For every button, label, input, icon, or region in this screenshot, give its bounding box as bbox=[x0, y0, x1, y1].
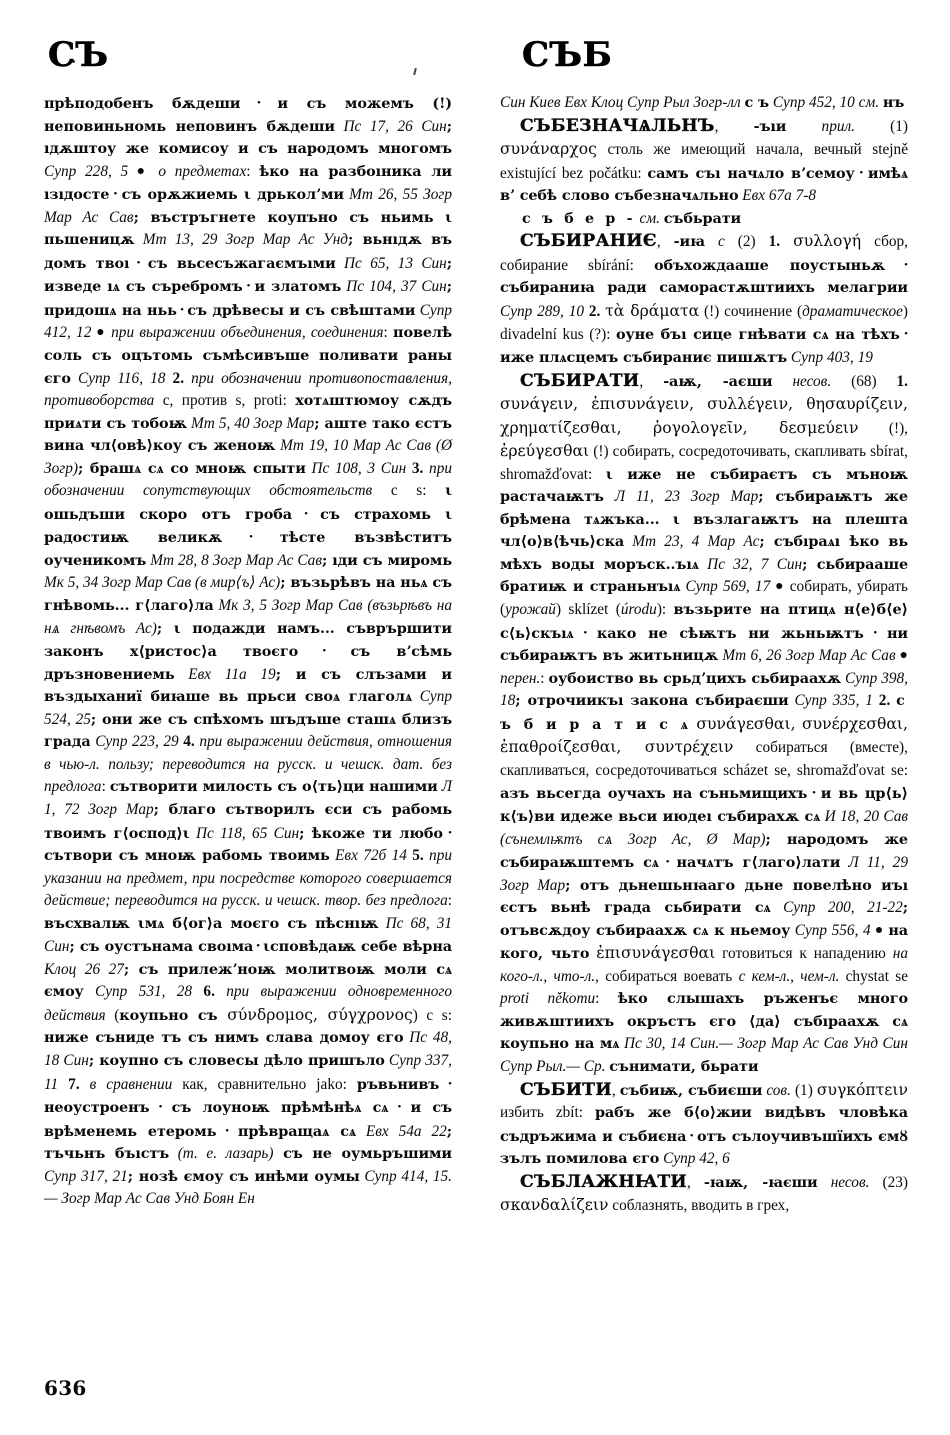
text-run-src: Супр 223, 29 bbox=[90, 733, 184, 751]
text-run-sense: с кем-л., чем-л. bbox=[738, 967, 840, 985]
text-run-src: Супр 335, 1 bbox=[788, 692, 879, 710]
text-run-ocs: ιсповѣдаѭ себе вѣрна bbox=[263, 938, 452, 956]
text-run-ocs: съ страхомь ι радостиѭ великѫ bbox=[44, 505, 453, 547]
text-run-gloss: , bbox=[714, 117, 754, 135]
text-run-ocs: како не сѣѭтъ ни жьньѭтъ bbox=[596, 624, 864, 642]
text-run-sep: • bbox=[240, 97, 278, 109]
entry-continuation bbox=[500, 92, 908, 115]
text-run-ocs: самъ съı начѧло вʼсемоу bbox=[647, 164, 855, 182]
text-run-num: 4. bbox=[183, 733, 200, 751]
text-run-sep: • bbox=[854, 166, 868, 179]
text-run-ocs: повелѣ соль съ оцътомь съмѣсивъше поливати раны єго bbox=[44, 324, 452, 387]
text-run-num: 5. bbox=[412, 847, 430, 865]
text-run-gram: см. bbox=[635, 209, 664, 227]
text-run-src: Супр 398, 18 bbox=[500, 669, 909, 710]
text-run-grk: ἐρεύγεσθαι bbox=[500, 442, 590, 461]
text-run-gloss: chystat se bbox=[839, 967, 908, 985]
text-run-ocs: ; събираѭтъ же брѣмена тѧжъка... ι възлагаѭтъ на плешта чл⟨о⟩в⟨ѣчь⟩ска bbox=[500, 488, 908, 551]
text-run-src: Супр 42, 6 bbox=[659, 1150, 730, 1168]
text-run-src: Мт 19, 10 Мар Ас Сав (Ø Зогр) bbox=[44, 437, 452, 477]
text-run-num: 7. bbox=[68, 1075, 90, 1093]
text-run-ocs: рабъ же б⟨о⟩жии видѣвъ чловѣка съдръжима и събиєна bbox=[500, 1104, 909, 1145]
text-run-ocs: ѣко слышахъ ръженъє много живѫштиихъ окръстъ єго ⟨да⟩ събıраахѫ сѧ коупьно на мѧ bbox=[500, 990, 909, 1053]
text-run-gloss: ): bbox=[656, 601, 674, 619]
text-run-src: Пс 48, 18 Син bbox=[44, 1029, 452, 1069]
text-run-src: Л 11, 23 Зогр Мар bbox=[603, 488, 759, 506]
text-run-gram: с bbox=[704, 233, 725, 251]
text-run-ocs: с ъ bbox=[744, 94, 769, 111]
column-right bbox=[500, 92, 908, 1218]
text-run-ocs: сътворити милость съ о⟨ть⟩ци нашими bbox=[109, 778, 438, 796]
text-run-ocs: ни събираѭтъ въ житьницѫ bbox=[500, 624, 908, 665]
text-run-ocs: ; събıраѧı ѣко вь мѣхъ воды моръск..ъıѧ bbox=[500, 533, 909, 573]
text-run-ocs: неоустроенъ bbox=[44, 1099, 150, 1117]
text-run-ocs: -ъıи bbox=[753, 117, 787, 135]
text-run-src: Клоц 26 27 bbox=[44, 960, 124, 978]
text-run-src: Супр 289, 10 bbox=[500, 302, 589, 320]
text-run-ocs: прѣподобенъ бѫдеши bbox=[44, 95, 241, 112]
text-run-sense: при обозначении сопутствующих обстоятельств bbox=[44, 459, 452, 500]
text-run-num: 2. bbox=[588, 302, 606, 320]
text-run-src: Л 1, 72 Зогр Мар bbox=[44, 778, 453, 818]
text-run-ocs: ; съ прилежʼноѭ молитвоѭ моли сѧ ємоу bbox=[44, 960, 453, 1001]
text-run-sep: • bbox=[109, 188, 122, 201]
entry-headword: СЪБЛАЖНꙖТИ bbox=[520, 1171, 687, 1192]
text-run-ocs: ; и съ слъзами и въздыханиї биꙗше вь прьси своѧ глаголѧ bbox=[44, 665, 452, 706]
text-run-ocs: събьрати bbox=[663, 209, 742, 227]
text-run-src: Пс 118, 65 Син bbox=[189, 824, 300, 842]
text-run-ocs: и вь цр⟨ь⟩к⟨ъ⟩ви идеже вьси июдеı събирахѫ сѧ bbox=[500, 785, 908, 825]
text-run-ocs: коупьно съ bbox=[119, 1006, 218, 1024]
text-run-num: 1. bbox=[768, 233, 794, 251]
text-run-src: Мт 26, 55 Зогр Мар Ас Сав bbox=[44, 186, 452, 226]
text-run-hwsp2: с ъ б и р а т и с ѧ bbox=[500, 693, 908, 733]
text-run-ocs: ѣко на разбоıника ли ıзıдосте bbox=[44, 162, 452, 204]
text-run-grk: ἐπισυνάγεσθαι bbox=[596, 944, 716, 963]
text-run-src: Супр 228, 5 bbox=[44, 162, 129, 180]
text-run-ocs: оуне бъı сице гнѣвати сѧ на тѣхъ bbox=[615, 326, 900, 344]
text-run-ocs: и съ врѣменемь етеромь bbox=[44, 1099, 452, 1140]
text-run-ocs: оубоиство вь срьдʼцихъ сьбираахѫ bbox=[548, 669, 842, 687]
entry-headword: СЪБЕЗНАЧѦЛЬНЪ bbox=[520, 115, 715, 136]
text-run-ocs: съ орѫжиемь ι дрьколʼми bbox=[121, 186, 344, 204]
text-run-gram: несов. bbox=[817, 1173, 870, 1191]
text-run-ocs: ; придошѧ на ньь bbox=[44, 278, 452, 319]
text-run-sense: при обозначении противопоставления, противоборства bbox=[44, 369, 452, 410]
text-run-gloss: соблазнять, вводить в грех, bbox=[608, 1197, 790, 1215]
text-run-sense: (т. е. лазарь) bbox=[177, 1145, 274, 1163]
text-run-sep: • bbox=[149, 1101, 172, 1114]
text-run-gloss: сбор, собирание sbírání: bbox=[500, 233, 908, 274]
text-run-ocs: имѣѧ вʼ себѣ слово събезначѧльно bbox=[500, 164, 908, 205]
text-run-gloss: ) с s: bbox=[412, 1006, 452, 1024]
text-run-ocs: -иꙗ bbox=[673, 233, 705, 251]
text-run-ocs: сътвори съ мноѭ рабомь твоимь bbox=[44, 847, 330, 865]
text-run-gloss: (!) сочинение ( bbox=[699, 302, 803, 320]
text-run-ocs: иже плѧсцемъ събираниє пишѫтъ bbox=[500, 349, 788, 367]
text-run-sep: • bbox=[388, 1101, 411, 1114]
text-run-grk: συνάναρχος bbox=[500, 140, 597, 159]
text-run-src: И 18, 20 Сав (сънемлѭтъ сѧ Зогр Ас, Ø Мар) bbox=[500, 807, 908, 848]
text-run-grk: συγκόπτειν bbox=[816, 1080, 908, 1099]
text-run-gloss: ( bbox=[114, 1006, 120, 1024]
text-run-ocs: ; ıдѫштоу же комисоу и съ народомъ многомъ bbox=[44, 117, 452, 158]
text-run-sep: • bbox=[216, 1124, 238, 1137]
text-run-src: Пс 65, 13 Син bbox=[335, 254, 447, 272]
text-run-ocs: хотѧштюмоу сѫдъ приѧти съ тобоѭ bbox=[44, 392, 452, 432]
text-run-sep: • bbox=[222, 531, 280, 544]
text-run-grk: σύνδρομος, σύγχρονος bbox=[217, 1005, 413, 1024]
text-run-src: Мт 13, 29 Зогр Мар Ас Унд bbox=[134, 231, 349, 249]
text-run-gloss bbox=[169, 1145, 178, 1162]
running-head-left: СЪ bbox=[48, 35, 109, 75]
text-run-sense: на кого-л., что-л. bbox=[500, 945, 909, 985]
text-run-ocs: -аѭ, -аєши bbox=[663, 372, 773, 390]
text-run-gloss: (!), bbox=[858, 419, 908, 437]
text-run-gloss: собирать, убирать ( bbox=[500, 578, 908, 619]
text-run-ocs: ; сьбирааше братиѭ и страньнъıѧ bbox=[500, 555, 909, 596]
text-run-src: Пс 104, 37 Син bbox=[341, 278, 447, 296]
text-run-gloss: , bbox=[686, 1173, 704, 1191]
text-run-src: Син Киев Евх Клоц Супр Рыл Зогр-лл bbox=[500, 94, 741, 111]
text-run-gloss: , bbox=[656, 233, 674, 251]
text-run-ocs: ръвьнивъ bbox=[356, 1075, 440, 1093]
text-run-ocs: ; народомъ же събираѭштемъ сѧ bbox=[500, 830, 908, 872]
text-run-gloss: ) divadelní kus (?): bbox=[500, 302, 908, 344]
text-run-src: Пс 30, 14 Син.— Зогр Мар Ас Сав Унд Син Супр Рыл.— Ср. bbox=[500, 1035, 908, 1075]
text-run-hwsp: с ъ б е р - bbox=[522, 210, 636, 227]
text-run-ocs: и златомъ bbox=[254, 278, 342, 296]
text-run-ocs: възьрите на птицѧ н⟨е⟩б⟨е⟩с⟨ь⟩скъıѧ bbox=[500, 601, 908, 642]
text-run-ocs: ; коупно съ словесы дѣло пришъло bbox=[88, 1051, 385, 1069]
text-run-sep: • bbox=[253, 940, 264, 953]
text-run-sense: proti někomu bbox=[500, 990, 596, 1008]
text-run-gloss: (23) bbox=[869, 1173, 909, 1191]
dictionary-entry bbox=[500, 115, 908, 208]
text-run-ocs: събираниꙗ ради саморастѫштиихъ мелагрии bbox=[500, 279, 908, 297]
text-run-ocs: съ лоуноѭ прѣмѣнѣѧ сѧ bbox=[171, 1099, 389, 1117]
text-run-ocs: объхождааше поустыньѫ bbox=[653, 256, 886, 274]
text-run-ocs: тѣсте възвѣститъ оученикомъ bbox=[44, 529, 452, 569]
text-run-src: Супр 317, 21 bbox=[44, 1167, 128, 1185]
scan-speck bbox=[413, 68, 417, 75]
text-run-sense: при выражении одновременного действия bbox=[44, 983, 452, 1024]
text-run-src: Пс 17, 26 Син bbox=[334, 117, 447, 135]
text-run-ocs: отъ сълоучивъшїихъ ємȣ зълъ помилова єго bbox=[500, 1127, 908, 1168]
entry-headword: СЪБИРАТИ bbox=[520, 370, 640, 391]
text-run-gloss: : bbox=[595, 990, 618, 1008]
text-run-src: Супр 414, 15.— Зогр Мар Ас Сав Унд Боян Ен bbox=[44, 1167, 453, 1208]
text-run-src: Л 11, 29 Зогр Мар bbox=[500, 854, 908, 894]
entry-headword: СЪБИРАНИЄ bbox=[520, 231, 657, 252]
running-head-row bbox=[0, 30, 950, 82]
text-run-ocs: ; благо сътворилъ єси съ рабомь твоимъ г⟨оспод⟩ι bbox=[44, 800, 452, 842]
text-run-grk: συλλογή bbox=[793, 232, 862, 251]
text-run-ocs: ; брашѧ сѧ со мноѭ спыти bbox=[77, 459, 306, 477]
text-run-num: 2. bbox=[172, 369, 192, 387]
text-run-ocs: събиѭ, събиєши bbox=[619, 1081, 763, 1099]
text-run-ocs: ниже съниде тъ съ нимъ слава домоу єго bbox=[44, 1029, 404, 1047]
text-run-gloss: , bbox=[611, 1081, 620, 1099]
text-run-num: 2. bbox=[878, 692, 897, 710]
text-run-ocs: ; изведе ıѧ съ съребромъ bbox=[44, 254, 452, 296]
text-run-src: Мт 23, 4 Мар Ас bbox=[624, 533, 760, 551]
text-run-ocs: сънимати, бьрати bbox=[609, 1057, 759, 1075]
text-run-gloss: (2) bbox=[724, 233, 769, 251]
text-run-sep: • bbox=[885, 258, 908, 271]
running-head-right: СЪБ bbox=[522, 35, 613, 75]
text-run-gloss: избить zbít: bbox=[500, 1104, 595, 1122]
folio-number: 636 bbox=[44, 1376, 87, 1400]
text-run-ocs: ; възьрѣвъ на ньѧ съ гнѣвомь... г⟨лаго⟩ла bbox=[44, 574, 452, 615]
text-run-gloss: (!) собирать, сосредоточивать, скапливать sbírat, shromažďovat: bbox=[500, 443, 908, 483]
text-run-gram: сов. bbox=[762, 1081, 791, 1099]
text-run-sense: урожай bbox=[505, 601, 556, 619]
text-run-ocs: ; въстръгнете коупъно съ ньимь ι пьшеницѫ bbox=[44, 208, 452, 249]
text-run-src: Супр 452, 10 см. bbox=[769, 94, 883, 111]
text-run-ocs: съ вʼсѣмь дръзновениемь bbox=[44, 643, 452, 683]
text-run-src: Супр 556, 4 bbox=[790, 921, 871, 939]
text-run-src: Супр 116, 18 bbox=[70, 369, 173, 387]
text-run-grk: τὰ δράματα bbox=[605, 301, 700, 320]
text-run-ocs: ; аште тако єстъ вина чл⟨овѣ⟩коу съ женоѭ bbox=[44, 414, 452, 455]
text-run-src: Мт 6, 26 Зогр Мар Ас Сав bbox=[718, 647, 896, 665]
text-run-ocs: съ дрѣвесы и съ свѣштами bbox=[187, 301, 416, 319]
text-run-gloss: готовиться к нападению bbox=[715, 945, 893, 963]
text-run-sense: перен. bbox=[500, 669, 541, 687]
text-run-gram: несов. bbox=[772, 372, 832, 390]
text-run-sep: • bbox=[439, 1077, 452, 1090]
text-run-dot: ● bbox=[870, 922, 889, 938]
text-run-ocs: прѣвращаѧ сѧ bbox=[237, 1122, 356, 1140]
text-run-gloss: : bbox=[246, 162, 260, 180]
text-run-src: Супр 524, 25 bbox=[44, 688, 452, 728]
text-run-sep: • bbox=[686, 1129, 697, 1142]
text-run-ocs: съ вьсесъжагаємъıми bbox=[147, 254, 336, 272]
text-run-src: Евх 72б 14 bbox=[329, 847, 413, 865]
cross-reference-entry bbox=[500, 208, 908, 231]
text-run-gloss: : bbox=[101, 778, 110, 796]
text-run-sep: • bbox=[442, 826, 452, 839]
dictionary-entry bbox=[500, 1171, 908, 1218]
text-run-src: Евх 67а 7-8 bbox=[738, 187, 817, 205]
text-run-ocs: на кого, чьто bbox=[500, 921, 908, 963]
text-run-src: Мт 28, 8 Зогр Мар Ас Сав bbox=[146, 551, 322, 569]
text-run-ocs: ; ѣкоже ти любо bbox=[299, 824, 443, 842]
text-run-ocs: нъ bbox=[882, 94, 905, 111]
dictionary-entry bbox=[500, 230, 908, 369]
text-run-gloss: , bbox=[639, 372, 664, 390]
text-run-grk: συνάγεσθαι, συνέρχεσθαι, ἐπαθροίζεσθαι, συντρέχειν bbox=[500, 714, 909, 757]
text-run-src: Супр 569, 17 bbox=[680, 578, 771, 596]
text-run-sep: • bbox=[807, 787, 821, 800]
text-run-src: Мк 5, 34 Зогр Мар Сав (в мир⟨ъ⟩ Ас) bbox=[44, 574, 281, 592]
text-run-sense: при выражении действия, отношения в чью-л. пользу; переводится на русск. и чешск. дат. без предлога bbox=[44, 733, 453, 796]
text-run-sense: úrodu bbox=[620, 601, 657, 619]
text-run-src: Мк 3, 5 Зогр Мар Сав (възьрѣвъ на нѧ гнѣвомъ Ас) bbox=[44, 597, 452, 637]
text-run-gloss: (1) bbox=[854, 117, 908, 135]
text-run-ocs: -ꙗѭ, -ꙗєши bbox=[703, 1173, 818, 1191]
text-run-sep: • bbox=[291, 507, 321, 520]
text-run-gloss: столь же имеющий начала, вечный stejně existující bez počátku: bbox=[500, 141, 908, 182]
text-run-src: Супр 337, 11 bbox=[44, 1051, 453, 1093]
text-run-dot: ● bbox=[91, 325, 112, 341]
text-run-gloss: собираться (вместе), скапливаться, сосредоточиваться scházet se, shromažďovat se: bbox=[500, 739, 908, 779]
text-run-ocs: азъ вьсегда оучахъ на съньмищихъ bbox=[500, 785, 808, 803]
text-run-sep: • bbox=[863, 626, 887, 639]
text-run-ocs: ; отъ дьнешьнꙗаго дьне повелѣно иъı єстъ вьнѣ града сьбирати сѧ bbox=[500, 876, 908, 917]
text-run-sep: • bbox=[899, 328, 909, 341]
column-left bbox=[44, 92, 452, 1211]
text-run-dot: ● bbox=[770, 579, 790, 595]
dictionary-entry bbox=[500, 370, 908, 1079]
text-run-src: Евх 11а 19 bbox=[174, 665, 276, 683]
text-run-grk: σκανδαλίζειν bbox=[500, 1196, 609, 1215]
text-run-gloss: : bbox=[383, 324, 394, 342]
text-run-sense: при выражении объединения, соединения bbox=[111, 324, 384, 342]
text-run-gloss: : bbox=[540, 669, 549, 687]
text-run-gloss: (68) bbox=[831, 372, 897, 390]
text-run-gloss: с s: bbox=[372, 482, 446, 500]
text-run-ocs: въсхвалѭ ιмѧ б⟨ог⟩а моєго съ пѣснıѭ bbox=[44, 914, 379, 932]
text-run-src: Супр 531, 28 bbox=[83, 983, 204, 1001]
text-run-src: Пс 108, 3 Син bbox=[305, 459, 412, 477]
text-run-src: Супр 200, 21-22 bbox=[770, 899, 903, 917]
text-run-ocs: ; отъвсѫдоу събираахѫ сѧ к ньемоу bbox=[500, 899, 908, 939]
text-run-num: 1. bbox=[896, 372, 909, 390]
text-run-gloss: , собираться воевать bbox=[595, 967, 739, 985]
text-run-sep: • bbox=[176, 303, 188, 316]
text-run-ocs: ; отрочиикъı закона събираєши bbox=[515, 692, 789, 710]
text-run-src: Пс 32, 7 Син bbox=[698, 555, 803, 573]
text-run-gloss: (1) bbox=[790, 1081, 817, 1099]
text-run-ocs: ; они же съ спѣхомъ шъдъше сташѧ близъ града bbox=[44, 710, 453, 751]
text-run-sep: • bbox=[658, 856, 677, 869]
text-run-sep: • bbox=[242, 280, 255, 293]
text-run-ocs: ι иже не събираєтъ съ мъноѭ растачаѭтъ bbox=[500, 465, 909, 506]
text-run-dot: ● bbox=[128, 163, 159, 179]
text-run-ocs: ; съ оустънама своıма bbox=[69, 938, 254, 956]
text-run-grk: συνάγειν, ἐπισυνάγειν, συλλέγειν, θησαυρίζειν, χρηματίζεσθαι, ῥογολογεῖν, δεσμεύειν bbox=[500, 395, 908, 437]
text-run-sep: • bbox=[573, 626, 597, 639]
text-run-sense: при указании на предмет, при посредстве которого совершается действие; переводится на русск. и чешск. твор. без предлога bbox=[44, 847, 452, 910]
text-run-sense: о предметах bbox=[158, 162, 247, 180]
text-run-ocs: ; ıди съ миромь bbox=[321, 551, 452, 569]
text-run-dot: ● bbox=[895, 648, 908, 664]
text-run-num: 3. bbox=[411, 459, 430, 477]
text-run-src: Супр 403, 19 bbox=[787, 349, 873, 367]
text-run-src: Пс 68, 31 Син bbox=[44, 914, 452, 956]
text-run-gloss: с, против s, proti: bbox=[154, 392, 296, 410]
text-run-gram: прил. bbox=[786, 117, 855, 135]
text-run-src: Мт 5, 40 Зогр Мар bbox=[187, 414, 315, 432]
text-run-ocs: ; нозѣ ємоу съ инѣми оумы bbox=[127, 1167, 360, 1185]
text-run-sense: в сравнении bbox=[89, 1075, 173, 1093]
text-run-ocs: начѧтъ г⟨лаго⟩лати bbox=[676, 854, 841, 872]
text-run-gloss: : bbox=[447, 892, 452, 910]
text-run-ocs: ι ошьдъши скоро отъ гроба bbox=[44, 482, 452, 523]
text-run-gloss: ) sklízet ( bbox=[555, 601, 621, 619]
text-run-src: Супр 412, 12 bbox=[44, 301, 453, 342]
text-run-sense: драматическое bbox=[802, 302, 903, 320]
text-run-src: Евх 54а 22 bbox=[355, 1122, 447, 1140]
text-run-sep: • bbox=[298, 645, 351, 658]
text-run-num: 6. bbox=[203, 983, 227, 1001]
text-run-gloss: как, сравнительно jako: bbox=[172, 1075, 357, 1093]
text-block bbox=[44, 92, 452, 1211]
dictionary-entry bbox=[500, 1079, 908, 1171]
text-run-ocs: съ не оумьръшими bbox=[273, 1145, 452, 1163]
text-run-ocs: ; ι подажди намъ... съврършити законъ х⟨ристос⟩а твоєго bbox=[44, 619, 452, 661]
text-run-sep: • bbox=[129, 256, 148, 269]
entry-headword: СЪБИТИ bbox=[520, 1079, 612, 1100]
text-run-ocs: ; тъчьнъ бъıстъ bbox=[44, 1122, 452, 1163]
text-run-ocs: ; вьнıдѫ въ домъ твоı bbox=[44, 231, 452, 272]
text-run-ocs: и съ можемъ (!) неповиньномь неповинъ бѫдеши bbox=[44, 95, 452, 135]
